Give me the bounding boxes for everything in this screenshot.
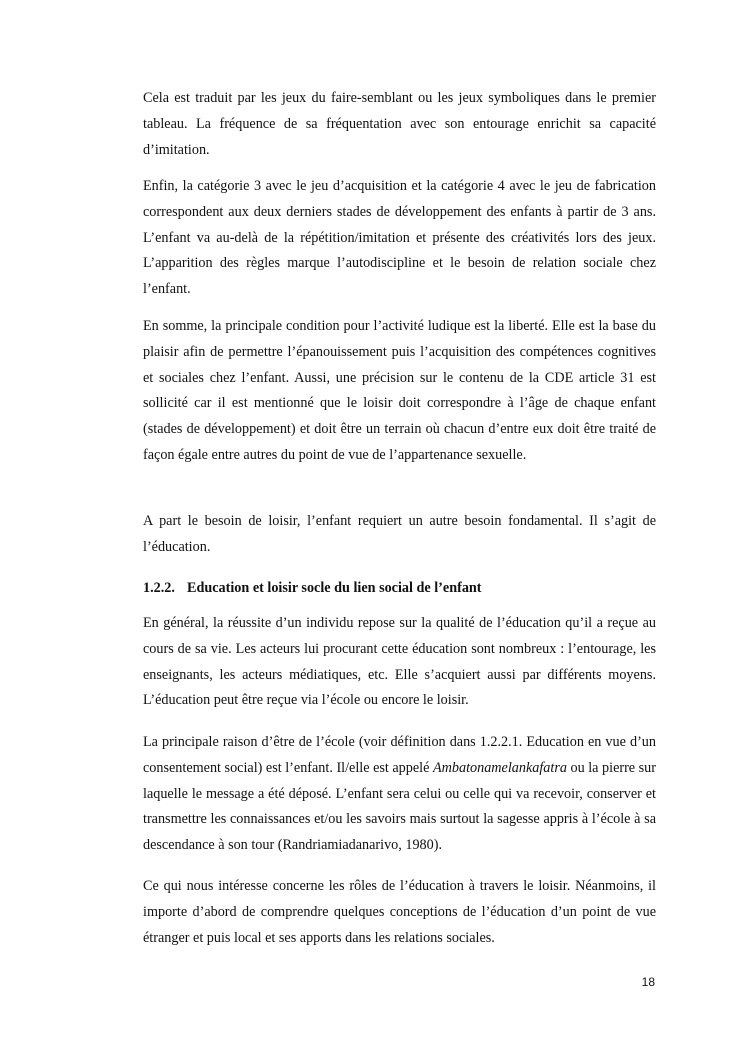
paragraph-2: Enfin, la catégorie 3 avec le jeu d’acquisition et la catégorie 4 avec le jeu de fabrication correspondent aux deux derniers stades de développement des enfants à partir de 3 ans. L’enfant va au-delà de la répétition/imitation et présente des créativités lors des jeux. L’apparition des règles marque l’autodiscipline et le besoin de relation sociale chez l’enfant. <box>143 178 656 298</box>
paragraph-3: En somme, la principale condition pour l’activité ludique est la liberté. Elle est la base du plaisir afin de permettre l’épanouissement puis l’acquisition des compétences cognitives et sociales chez l’enfant. Aussi, une précision sur le contenu de la CDE article 31 est sollicité car il est mentionné que le loisir doit correspondre à l’âge de chaque enfant (stades de développement) et doit être un terrain où chacun d’entre eux doit être traité de façon égale entre autres du point de vue de l’appartenance sexuelle. <box>143 318 656 463</box>
page-number: 18 <box>641 975 655 989</box>
paragraph-6-italic-term: Ambatonamelankafatra <box>432 759 567 776</box>
paragraph-7: Ce qui nous intéresse concerne les rôles de l’éducation à travers le loisir. Néanmoins, il importe d’abord de comprendre quelques conceptions de l’éducation d’un point de vue étranger et puis local et ses apports dans les relations sociales. <box>143 878 656 946</box>
section-title: Education et loisir socle du lien social de l’enfant <box>187 580 482 596</box>
paragraph-1: Cela est traduit par les jeux du faire-semblant ou les jeux symboliques dans le premier tableau. La fréquence de sa fréquentation avec son entourage enrichit sa capacité d’imitation. <box>143 90 656 158</box>
paragraph-6 <box>143 730 656 859</box>
section-heading <box>143 580 656 597</box>
section-number: 1.2.2. <box>143 580 175 596</box>
paragraph-4: A part le besoin de loisir, l’enfant requiert un autre besoin fondamental. Il s’agit de l’éducation. <box>143 513 656 555</box>
paragraph-6-text-end: ou la pierre sur laquelle le message a été déposé. L’enfant sera celui ou celle qui va recevoir, conserver et transmettre les connaissances et/ou les savoirs mais surtout la sagesse appris à l’école à sa descendance à son tour (Randriamiadanarivo, 1980). <box>143 759 656 854</box>
paragraph-5: En général, la réussite d’un individu repose sur la qualité de l’éducation qu’il a reçue au cours de sa vie. Les acteurs lui procurant cette éducation sont nombreux : l’entourage, les enseignants, les acteurs médiatiques, etc. Elle s’acquiert aussi par différents moyens. L’éducation peut être reçue via l’école ou encore le loisir. <box>143 615 656 709</box>
paragraph-6-text-start: La principale raison d’être de l’école (voir définition dans 1.2.2.1. Education en vue d’un consentement social) est l’enfant. Il/elle est appelé <box>143 734 656 776</box>
